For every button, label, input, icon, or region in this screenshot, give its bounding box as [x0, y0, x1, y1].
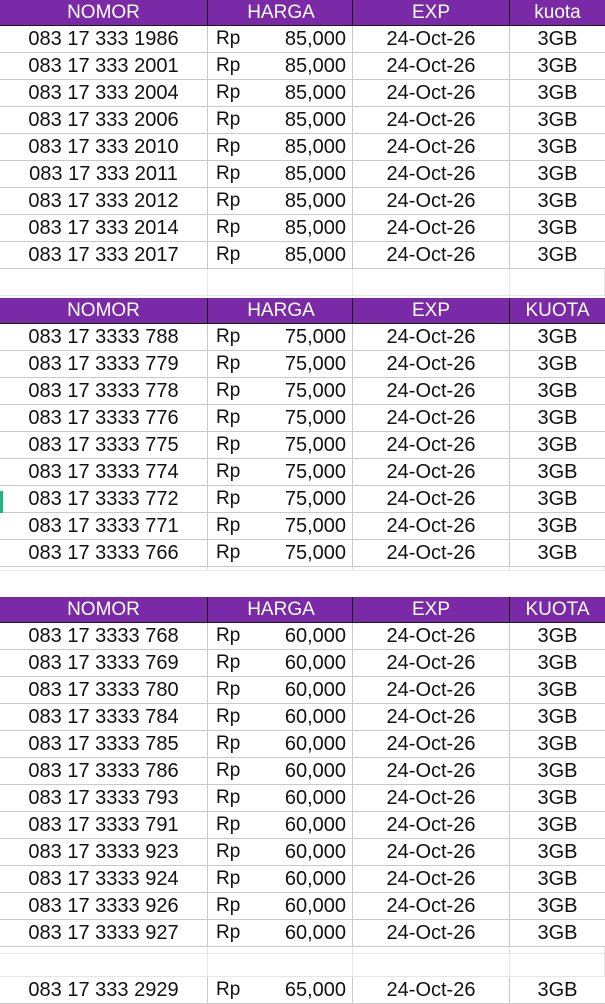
price-cell[interactable]	[208, 540, 353, 567]
quota-cell[interactable]: 3GB	[510, 242, 605, 269]
expiry-cell[interactable]: 24-Oct-26	[353, 432, 510, 459]
expiry-cell[interactable]: 24-Oct-26	[353, 26, 510, 53]
price-amount: 75,000	[284, 433, 346, 456]
phone-number-cell[interactable]: 083 17 3333 786	[0, 758, 208, 785]
empty-cell[interactable]	[0, 947, 208, 954]
expiry-cell[interactable]: 24-Oct-26	[353, 134, 510, 161]
price-cell[interactable]	[208, 188, 353, 215]
phone-number-cell[interactable]: 083 17 3333 784	[0, 704, 208, 731]
phone-number-cell[interactable]: 083 17 3333 927	[0, 920, 208, 947]
price-amount: 60,000	[284, 813, 346, 836]
table-row	[0, 758, 605, 785]
phone-number-cell[interactable]: 083 17 333 2001	[0, 53, 208, 80]
quota-cell[interactable]: 3GB	[510, 134, 605, 161]
price-amount: 85,000	[284, 243, 346, 266]
price-amount: 65,000	[284, 978, 346, 1001]
table-row	[0, 731, 605, 758]
currency-label: Rp	[216, 244, 241, 265]
price-amount: 60,000	[284, 786, 346, 809]
phone-number-cell[interactable]: 083 17 333 2010	[0, 134, 208, 161]
empty-row	[0, 947, 605, 954]
table-row	[0, 26, 605, 53]
price-cell[interactable]	[208, 26, 353, 53]
selection-indicator	[0, 491, 3, 513]
expiry-cell[interactable]: 24-Oct-26	[353, 215, 510, 242]
table-row	[0, 215, 605, 242]
header-cell[interactable]: KUOTA	[510, 597, 605, 623]
price-cell[interactable]	[208, 405, 353, 432]
quota-cell[interactable]: 3GB	[510, 785, 605, 812]
price-amount: 75,000	[284, 541, 346, 564]
empty-cell[interactable]	[208, 567, 353, 571]
table-row	[0, 650, 605, 677]
currency-label: Rp	[216, 461, 241, 482]
quota-cell[interactable]: 3GB	[510, 324, 605, 351]
quota-cell[interactable]: 3GB	[510, 351, 605, 378]
empty-cell[interactable]	[208, 954, 353, 977]
empty-row	[0, 954, 605, 977]
expiry-cell[interactable]: 24-Oct-26	[353, 758, 510, 785]
price-amount: 60,000	[284, 894, 346, 917]
header-cell[interactable]: kuota	[510, 0, 605, 26]
expiry-cell[interactable]: 24-Oct-26	[353, 107, 510, 134]
price-cell[interactable]	[208, 486, 353, 513]
currency-label: Rp	[216, 55, 241, 76]
price-amount: 85,000	[284, 54, 346, 77]
table-row	[0, 242, 605, 269]
expiry-cell[interactable]: 24-Oct-26	[353, 704, 510, 731]
price-amount: 85,000	[284, 216, 346, 239]
expiry-cell[interactable]: 24-Oct-26	[353, 731, 510, 758]
price-cell[interactable]	[208, 513, 353, 540]
phone-number-cell[interactable]: 083 17 333 2006	[0, 107, 208, 134]
price-amount: 60,000	[284, 921, 346, 944]
price-cell[interactable]	[208, 107, 353, 134]
empty-row	[0, 269, 605, 296]
quota-cell[interactable]: 3GB	[510, 80, 605, 107]
currency-label: Rp	[216, 841, 241, 862]
expiry-cell[interactable]: 24-Oct-26	[353, 920, 510, 947]
price-amount: 85,000	[284, 162, 346, 185]
price-cell[interactable]	[208, 324, 353, 351]
table-row	[0, 893, 605, 920]
phone-number-cell[interactable]: 083 17 3333 780	[0, 677, 208, 704]
expiry-cell[interactable]: 24-Oct-26	[353, 324, 510, 351]
header-cell[interactable]: NOMOR	[0, 0, 208, 26]
phone-number-cell[interactable]: 083 17 3333 788	[0, 324, 208, 351]
table-row	[0, 623, 605, 650]
header-cell[interactable]: NOMOR	[0, 298, 208, 324]
quota-cell[interactable]: 3GB	[510, 378, 605, 405]
expiry-cell[interactable]: 24-Oct-26	[353, 893, 510, 920]
phone-number-cell[interactable]: 083 17 333 1986	[0, 26, 208, 53]
table-row	[0, 704, 605, 731]
empty-cell[interactable]	[510, 954, 605, 977]
currency-label: Rp	[216, 326, 241, 347]
empty-cell[interactable]	[353, 567, 510, 571]
phone-number-cell[interactable]: 083 17 3333 778	[0, 378, 208, 405]
empty-row	[0, 567, 605, 571]
price-amount: 60,000	[284, 651, 346, 674]
quota-cell[interactable]: 3GB	[510, 432, 605, 459]
currency-label: Rp	[216, 652, 241, 673]
price-cell[interactable]	[208, 758, 353, 785]
price-cell[interactable]	[208, 920, 353, 947]
currency-label: Rp	[216, 434, 241, 455]
price-cell[interactable]	[208, 161, 353, 188]
currency-label: Rp	[216, 679, 241, 700]
currency-label: Rp	[216, 733, 241, 754]
quota-cell[interactable]: 3GB	[510, 513, 605, 540]
expiry-cell[interactable]: 24-Oct-26	[353, 839, 510, 866]
table-header-row	[0, 0, 605, 26]
phone-number-cell[interactable]: 083 17 3333 771	[0, 513, 208, 540]
empty-cell[interactable]	[208, 947, 353, 954]
expiry-cell[interactable]: 24-Oct-26	[353, 378, 510, 405]
price-amount: 60,000	[284, 678, 346, 701]
currency-label: Rp	[216, 895, 241, 916]
empty-cell[interactable]	[0, 567, 208, 571]
table-row	[0, 513, 605, 540]
table-header-row	[0, 597, 605, 623]
header-cell[interactable]: EXP	[353, 597, 510, 623]
expiry-cell[interactable]: 24-Oct-26	[353, 623, 510, 650]
currency-label: Rp	[216, 380, 241, 401]
price-cell[interactable]	[208, 650, 353, 677]
expiry-cell[interactable]: 24-Oct-26	[353, 513, 510, 540]
table-row	[0, 432, 605, 459]
price-cell[interactable]	[208, 623, 353, 650]
expiry-cell[interactable]: 24-Oct-26	[353, 459, 510, 486]
expiry-cell[interactable]: 24-Oct-26	[353, 812, 510, 839]
quota-cell[interactable]: 3GB	[510, 53, 605, 80]
quota-cell[interactable]: 3GB	[510, 26, 605, 53]
table-row	[0, 107, 605, 134]
price-amount: 75,000	[284, 514, 346, 537]
price-cell[interactable]	[208, 731, 353, 758]
table-row	[0, 459, 605, 486]
quota-cell[interactable]: 3GB	[510, 459, 605, 486]
quota-cell[interactable]: 3GB	[510, 161, 605, 188]
quota-cell[interactable]: 3GB	[510, 812, 605, 839]
table-row	[0, 324, 605, 351]
currency-label: Rp	[216, 787, 241, 808]
currency-label: Rp	[216, 488, 241, 509]
table-row	[0, 540, 605, 567]
price-amount: 85,000	[284, 135, 346, 158]
empty-cell[interactable]	[510, 269, 605, 296]
expiry-cell[interactable]: 24-Oct-26	[353, 540, 510, 567]
quota-cell[interactable]: 3GB	[510, 623, 605, 650]
currency-label: Rp	[216, 706, 241, 727]
currency-label: Rp	[216, 217, 241, 238]
phone-number-cell[interactable]: 083 17 3333 926	[0, 893, 208, 920]
table-row	[0, 378, 605, 405]
empty-cell[interactable]	[353, 269, 510, 296]
quota-cell[interactable]: 3GB	[510, 866, 605, 893]
table-row	[0, 866, 605, 893]
phone-number-cell[interactable]: 083 17 3333 774	[0, 459, 208, 486]
expiry-cell[interactable]: 24-Oct-26	[353, 242, 510, 269]
currency-label: Rp	[216, 515, 241, 536]
phone-number-cell[interactable]: 083 17 3333 772	[0, 486, 208, 513]
quota-cell[interactable]: 3GB	[510, 920, 605, 947]
phone-number-cell[interactable]: 083 17 3333 768	[0, 623, 208, 650]
expiry-cell[interactable]: 24-Oct-26	[353, 351, 510, 378]
phone-number-cell[interactable]: 083 17 333 2011	[0, 161, 208, 188]
phone-number-cell[interactable]: 083 17 3333 779	[0, 351, 208, 378]
currency-label: Rp	[216, 922, 241, 943]
quota-cell[interactable]: 3GB	[510, 977, 605, 1004]
currency-label: Rp	[216, 136, 241, 157]
price-amount: 75,000	[284, 406, 346, 429]
table-row	[0, 351, 605, 378]
price-cell[interactable]	[208, 785, 353, 812]
phone-number-cell[interactable]: 083 17 3333 785	[0, 731, 208, 758]
phone-number-cell[interactable]: 083 17 3333 775	[0, 432, 208, 459]
phone-number-cell[interactable]: 083 17 333 2929	[0, 977, 208, 1004]
quota-cell[interactable]: 3GB	[510, 839, 605, 866]
price-cell[interactable]	[208, 351, 353, 378]
table-row	[0, 812, 605, 839]
header-cell[interactable]: EXP	[353, 0, 510, 26]
table-row	[0, 161, 605, 188]
price-amount: 75,000	[284, 487, 346, 510]
quota-cell[interactable]: 3GB	[510, 486, 605, 513]
currency-label: Rp	[216, 109, 241, 130]
header-cell[interactable]: HARGA	[208, 597, 353, 623]
price-amount: 60,000	[284, 759, 346, 782]
empty-cell[interactable]	[208, 269, 353, 296]
table-row	[0, 53, 605, 80]
empty-cell[interactable]	[353, 947, 510, 954]
price-amount: 60,000	[284, 732, 346, 755]
quota-cell[interactable]: 3GB	[510, 107, 605, 134]
price-cell[interactable]	[208, 432, 353, 459]
price-cell[interactable]	[208, 839, 353, 866]
currency-label: Rp	[216, 542, 241, 563]
currency-label: Rp	[216, 82, 241, 103]
currency-label: Rp	[216, 814, 241, 835]
phone-number-cell[interactable]: 083 17 3333 923	[0, 839, 208, 866]
header-cell[interactable]: HARGA	[208, 0, 353, 26]
currency-label: Rp	[216, 353, 241, 374]
phone-number-cell[interactable]: 083 17 3333 769	[0, 650, 208, 677]
quota-cell[interactable]: 3GB	[510, 758, 605, 785]
price-cell[interactable]	[208, 677, 353, 704]
price-amount: 75,000	[284, 460, 346, 483]
price-cell[interactable]	[208, 80, 353, 107]
price-amount: 85,000	[284, 27, 346, 50]
empty-cell[interactable]	[510, 947, 605, 954]
expiry-cell[interactable]: 24-Oct-26	[353, 650, 510, 677]
price-amount: 60,000	[284, 840, 346, 863]
expiry-cell[interactable]: 24-Oct-26	[353, 161, 510, 188]
expiry-cell[interactable]: 24-Oct-26	[353, 188, 510, 215]
currency-label: Rp	[216, 979, 241, 1000]
quota-cell[interactable]: 3GB	[510, 650, 605, 677]
price-cell[interactable]	[208, 215, 353, 242]
expiry-cell[interactable]: 24-Oct-26	[353, 785, 510, 812]
phone-number-cell[interactable]: 083 17 3333 924	[0, 866, 208, 893]
expiry-cell[interactable]: 24-Oct-26	[353, 80, 510, 107]
expiry-cell[interactable]: 24-Oct-26	[353, 405, 510, 432]
price-amount: 75,000	[284, 325, 346, 348]
expiry-cell[interactable]: 24-Oct-26	[353, 677, 510, 704]
phone-number-cell[interactable]: 083 17 3333 793	[0, 785, 208, 812]
price-amount: 85,000	[284, 108, 346, 131]
price-cell[interactable]	[208, 134, 353, 161]
table-row	[0, 405, 605, 432]
currency-label: Rp	[216, 28, 241, 49]
price-amount: 60,000	[284, 624, 346, 647]
expiry-cell[interactable]: 24-Oct-26	[353, 977, 510, 1004]
quota-cell[interactable]: 3GB	[510, 405, 605, 432]
price-amount: 60,000	[284, 705, 346, 728]
phone-number-cell[interactable]: 083 17 333 2017	[0, 242, 208, 269]
quota-cell[interactable]: 3GB	[510, 677, 605, 704]
table-row	[0, 785, 605, 812]
price-amount: 85,000	[284, 81, 346, 104]
price-cell[interactable]	[208, 812, 353, 839]
empty-cell[interactable]	[0, 954, 208, 977]
currency-label: Rp	[216, 163, 241, 184]
empty-cell[interactable]	[0, 269, 208, 296]
price-cell[interactable]	[208, 459, 353, 486]
empty-cell[interactable]	[510, 567, 605, 571]
header-cell[interactable]: HARGA	[208, 298, 353, 324]
phone-number-cell[interactable]: 083 17 333 2014	[0, 215, 208, 242]
price-cell[interactable]	[208, 378, 353, 405]
header-cell[interactable]: NOMOR	[0, 597, 208, 623]
currency-label: Rp	[216, 868, 241, 889]
price-cell[interactable]	[208, 242, 353, 269]
currency-label: Rp	[216, 190, 241, 211]
quota-cell[interactable]: 3GB	[510, 704, 605, 731]
phone-number-cell[interactable]: 083 17 3333 791	[0, 812, 208, 839]
price-cell[interactable]	[208, 53, 353, 80]
table-row	[0, 486, 605, 513]
phone-number-cell[interactable]: 083 17 333 2004	[0, 80, 208, 107]
expiry-cell[interactable]: 24-Oct-26	[353, 486, 510, 513]
phone-number-cell[interactable]: 083 17 3333 766	[0, 540, 208, 567]
table-row	[0, 920, 605, 947]
quota-cell[interactable]: 3GB	[510, 540, 605, 567]
price-amount: 75,000	[284, 379, 346, 402]
price-cell[interactable]	[208, 704, 353, 731]
quota-cell[interactable]: 3GB	[510, 731, 605, 758]
phone-number-cell[interactable]: 083 17 3333 776	[0, 405, 208, 432]
currency-label: Rp	[216, 760, 241, 781]
currency-label: Rp	[216, 407, 241, 428]
header-cell[interactable]: KUOTA	[510, 298, 605, 324]
phone-number-cell[interactable]: 083 17 333 2012	[0, 188, 208, 215]
expiry-cell[interactable]: 24-Oct-26	[353, 866, 510, 893]
header-cell[interactable]: EXP	[353, 298, 510, 324]
table-row	[0, 188, 605, 215]
price-cell[interactable]	[208, 893, 353, 920]
quota-cell[interactable]: 3GB	[510, 215, 605, 242]
table-row	[0, 134, 605, 161]
table-row	[0, 839, 605, 866]
price-cell[interactable]	[208, 866, 353, 893]
price-amount: 85,000	[284, 189, 346, 212]
price-amount: 60,000	[284, 867, 346, 890]
table-row	[0, 80, 605, 107]
table-row	[0, 677, 605, 704]
price-amount: 75,000	[284, 352, 346, 375]
table-header-row	[0, 298, 605, 324]
empty-cell[interactable]	[353, 954, 510, 977]
quota-cell[interactable]: 3GB	[510, 893, 605, 920]
quota-cell[interactable]: 3GB	[510, 188, 605, 215]
currency-label: Rp	[216, 625, 241, 646]
expiry-cell[interactable]: 24-Oct-26	[353, 53, 510, 80]
